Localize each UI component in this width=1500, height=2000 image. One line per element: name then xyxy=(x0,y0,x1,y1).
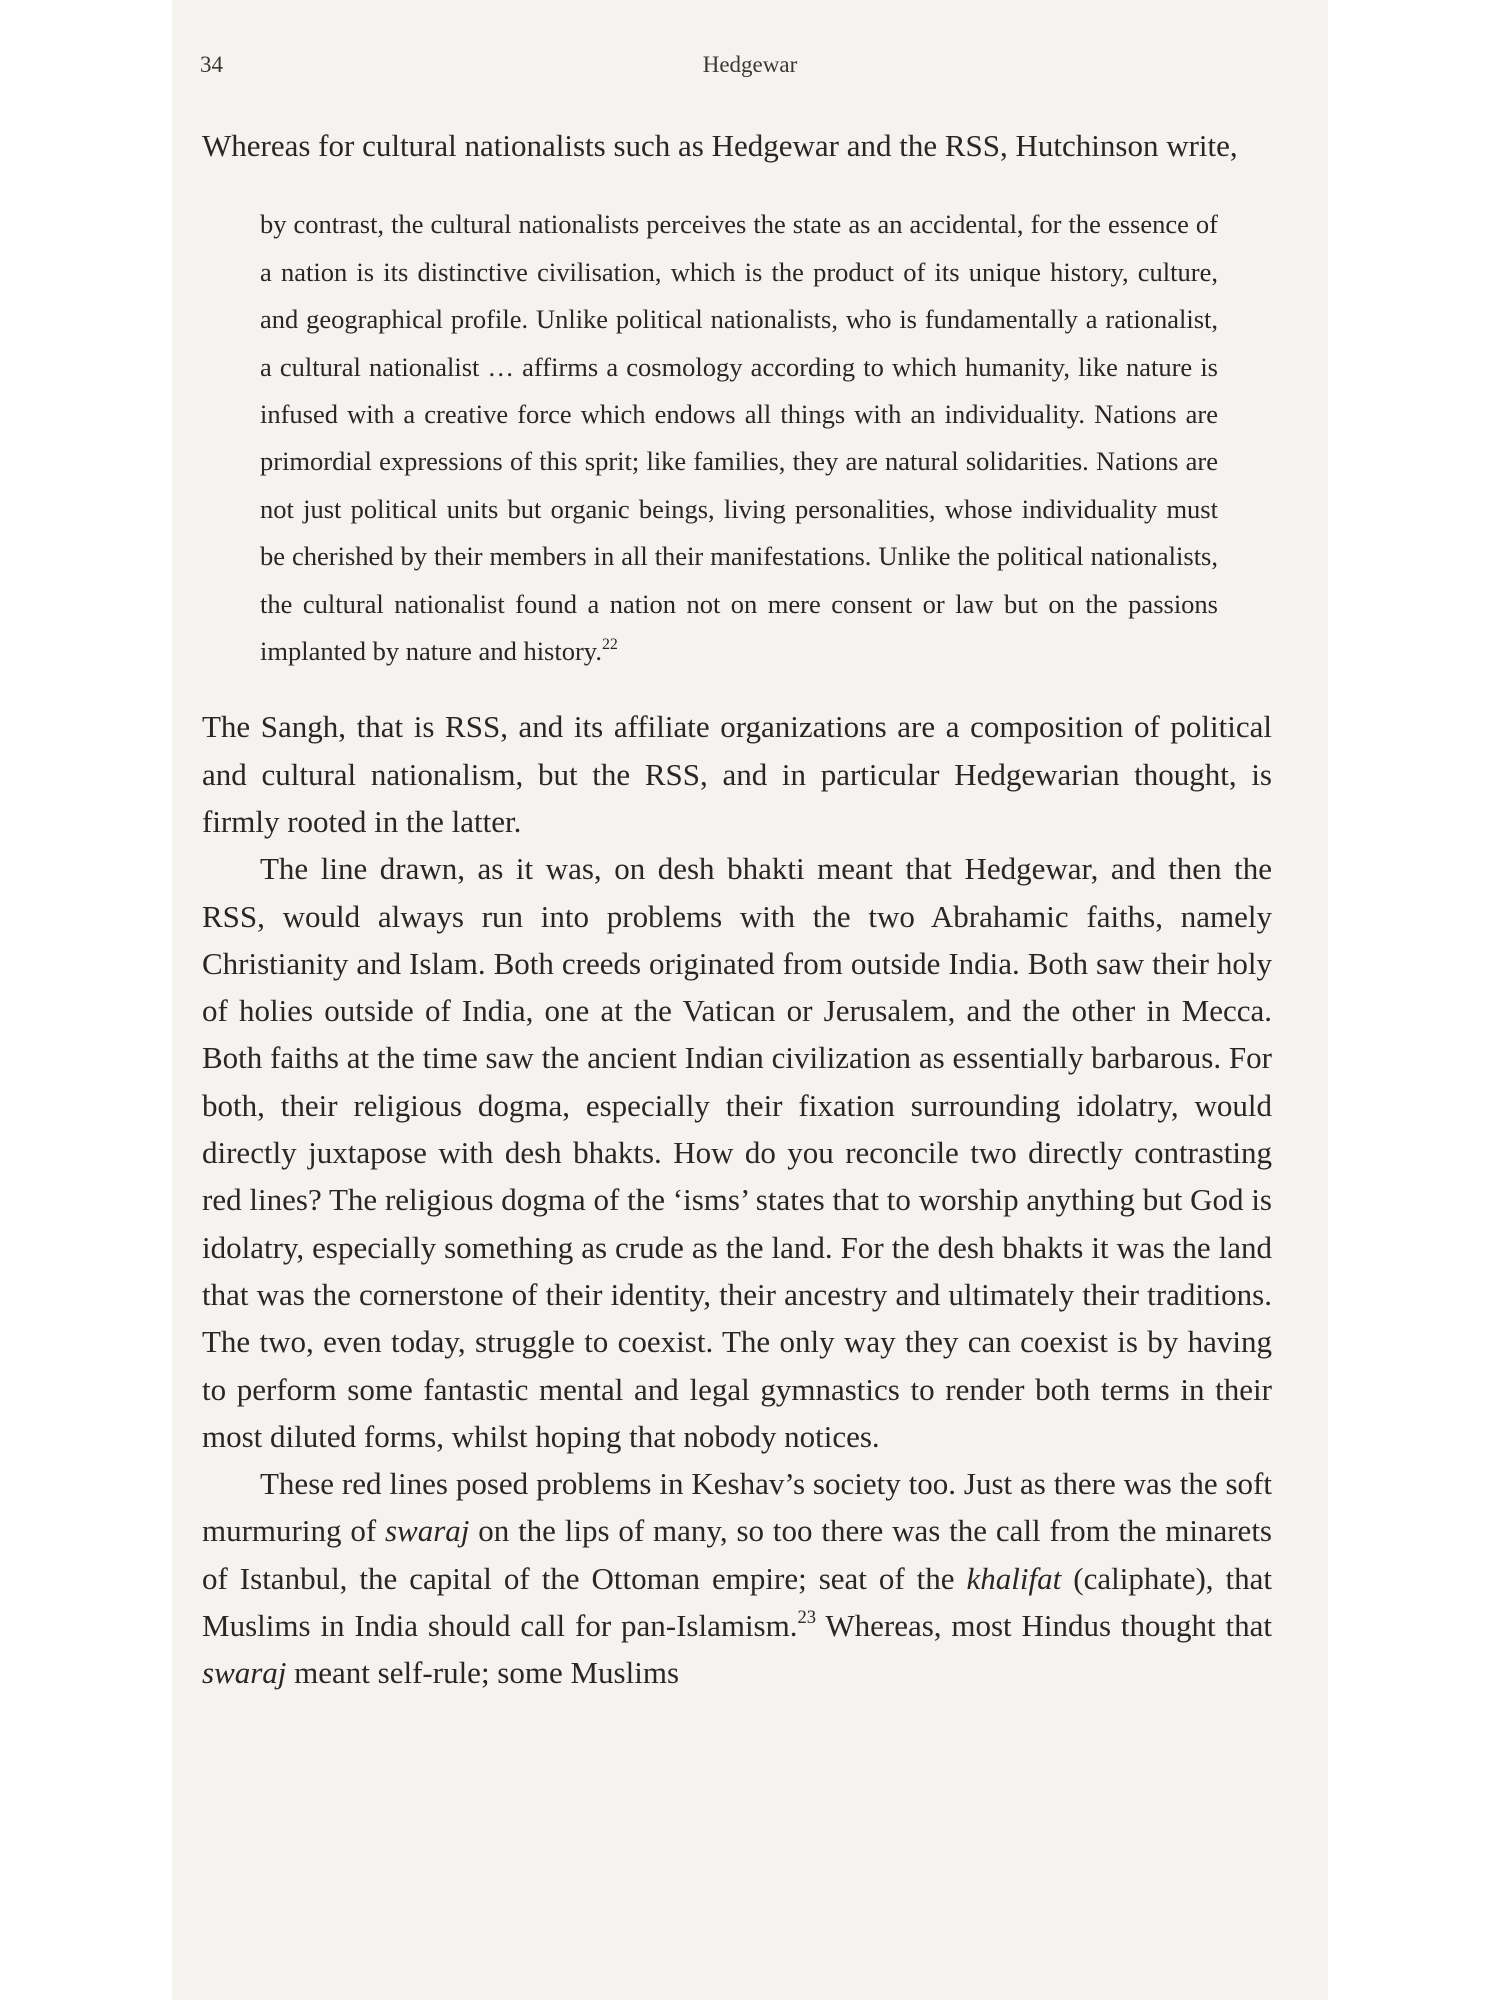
running-title: Hedgewar xyxy=(702,52,798,77)
red-lines-text-4: Whereas, most Hindus thought that xyxy=(816,1608,1272,1643)
page-number: 34 xyxy=(200,52,223,77)
running-head xyxy=(200,52,1300,92)
red-lines-text-3: (caliphate), that Muslims in India should call for pan-Islamism. xyxy=(202,1560,1272,1643)
red-lines-text-1: These red lines posed problems in Keshav’s society too. Just as there was the soft murmuring of xyxy=(202,1466,1272,1549)
red-lines-paragraph xyxy=(202,1460,1272,1696)
footnote-marker-23: 23 xyxy=(797,1606,817,1628)
khalifat-italic: khalifat xyxy=(966,1560,1062,1596)
red-lines-text-5: meant self-rule; some Muslims xyxy=(286,1655,680,1691)
page-text xyxy=(202,122,1272,1697)
red-lines-text-2: on the lips of many, so too there was the call from the minarets of Istanbul, the capital of the Ottoman empire; seat of the xyxy=(202,1513,1272,1596)
block-quote-text: by contrast, the cultural nationalists perceives the state as an accidental, for the essence of a nation is its distinctive civilisation, which is the product of its unique history, culture, and geographical profile. Unlike political nationalists, who is fundamentally a rationalist, a cultural nationalist … affirms a cosmology according to which humanity, like nature is infused with a creative force which endows all things with an individuality. Nations are primordial expressions of this sprit; like families, they are natural solidarities. Nations are not just political units but organic beings, living personalities, whose individuality must be cherished by their members in all their manifestations. Unlike the political nationalists, the cultural nationalist found a nation not on mere consent or law but on the passions implanted by nature and history. xyxy=(260,209,1218,666)
swaraj-italic-2: swaraj xyxy=(202,1655,287,1691)
footnote-marker-22: 22 xyxy=(601,635,618,653)
sangh-paragraph: The Sangh, that is RSS, and its affiliate organizations are a composition of political and cultural nationalism, but the RSS, and in particular Hedgewarian thought, is firmly rooted in the latter. xyxy=(202,709,1272,839)
book-page xyxy=(172,0,1328,2000)
swaraj-italic: swaraj xyxy=(384,1513,470,1549)
intro-paragraph: Whereas for cultural nationalists such as Hedgewar and the RSS, Hutchinson write, xyxy=(202,128,1238,163)
line-drawn-paragraph: The line drawn, as it was, on desh bhakti meant that Hedgewar, and then the RSS, would always run into problems with the two Abrahamic faiths, namely Christianity and Islam. Both creeds originated from outside India. Both saw their holy of holies outside of India, one at the Vatican or Jerusalem, and the other in Mecca. Both faiths at the time saw the ancient Indian civilization as essentially barbarous. For both, their religious dogma, especially their fixation surrounding idolatry, would directly juxtapose with desh bhakts. How do you reconcile two directly contrasting red lines? The religious dogma of the ‘isms’ states that to worship anything but God is idolatry, especially something as crude as the land. For the desh bhakts it was the land that was the cornerstone of their identity, their ancestry and ultimately their traditions. The two, even today, struggle to coexist. The only way they can coexist is by having to perform some fantastic mental and legal gymnastics to render both terms in their most diluted forms, whilst hoping that nobody notices. xyxy=(202,851,1272,1454)
block-quote xyxy=(260,201,1218,675)
